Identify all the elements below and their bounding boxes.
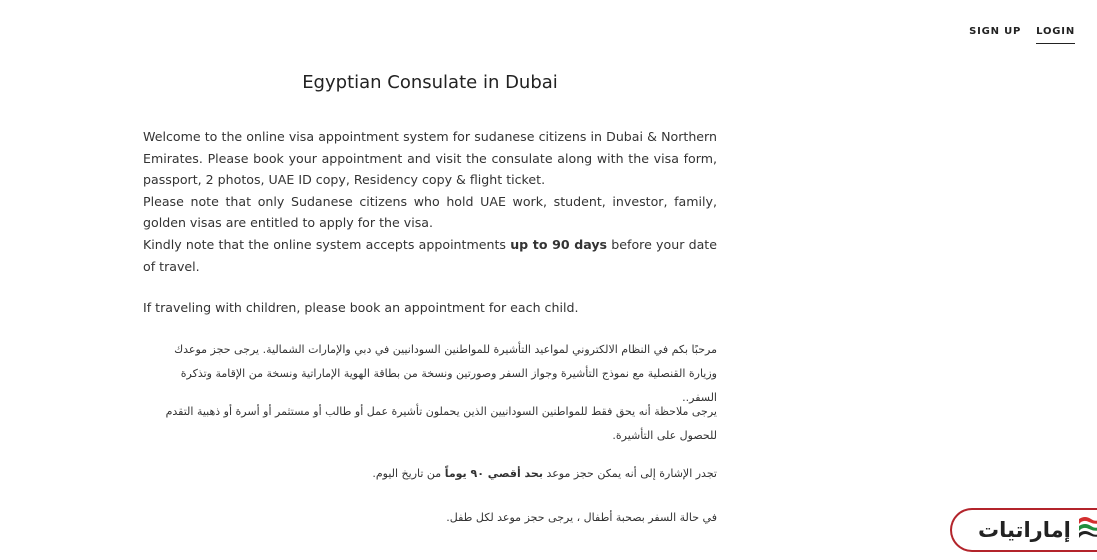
watermark-text: إماراتيات: [978, 518, 1071, 542]
welcome-paragraph: Welcome to the online visa appointment system for sudanese citizens in Dubai & Northern Emirates. Please book your appointment and visit the consulate along with the visa form, passport, 2 photos, UAE ID copy, Residency copy & flight ticket.: [143, 129, 717, 188]
eligibility-paragraph: Please note that only Sudanese citizens who hold UAE work, student, investor, family, golden visas are entitled to apply for the visa.: [143, 193, 717, 231]
uae-flag-icon: [1077, 515, 1097, 546]
arabic-appointment-limit-bold: بحد أقصي ٩٠ يوماً: [444, 467, 543, 480]
appointment-text-before: Kindly note that the online system accepts appointments: [143, 236, 511, 252]
appointment-limit-bold: up to 90 days: [510, 236, 608, 252]
page-title: Egyptian Consulate in Dubai: [302, 72, 558, 93]
arabic-welcome-paragraph: مرحبًا بكم في النظام الالكتروني لمواعيد التأشيرة للمواطنين السودانيين في دبي والإمارات الشمالية. يرجى حجز موعدك وزيارة القنصلية مع نموذج التأشيرة وجواز السفر وصورتين ونسخة من بطاقة الهوية الإماراتية ونسخة من الإقامة وتذكرة السفر..: [174, 343, 717, 404]
appointment-window-paragraph: [143, 234, 717, 277]
arabic-appointment-window-paragraph: [143, 462, 717, 486]
english-instructions: [143, 126, 717, 319]
top-nav: [969, 26, 1075, 44]
arabic-children-paragraph: في حالة السفر بصحبة أطفال ، يرجى حجز موعد لكل طفل.: [446, 511, 717, 524]
arabic-eligibility-paragraph: يرجى ملاحظة أنه يحق فقط للمواطنين السودانيين الذين يحملون تأشيرة عمل أو طالب أو مستثمر أو أسرة أو ذهبية التقدم للحصول على التأشيرة.: [165, 405, 717, 442]
login-link[interactable]: LOGIN: [1036, 26, 1075, 44]
emaratyat-watermark-logo: [950, 508, 1097, 552]
signup-link[interactable]: SIGN UP: [969, 26, 1022, 37]
arabic-appointment-text-before: تجدر الإشارة إلى أنه يمكن حجز موعد: [542, 467, 717, 480]
appointment-text-after: before your date of travel.: [143, 236, 717, 274]
children-paragraph: If traveling with children, please book an appointment for each child.: [143, 300, 579, 316]
arabic-appointment-text-after: من تاريخ اليوم.: [372, 467, 445, 480]
